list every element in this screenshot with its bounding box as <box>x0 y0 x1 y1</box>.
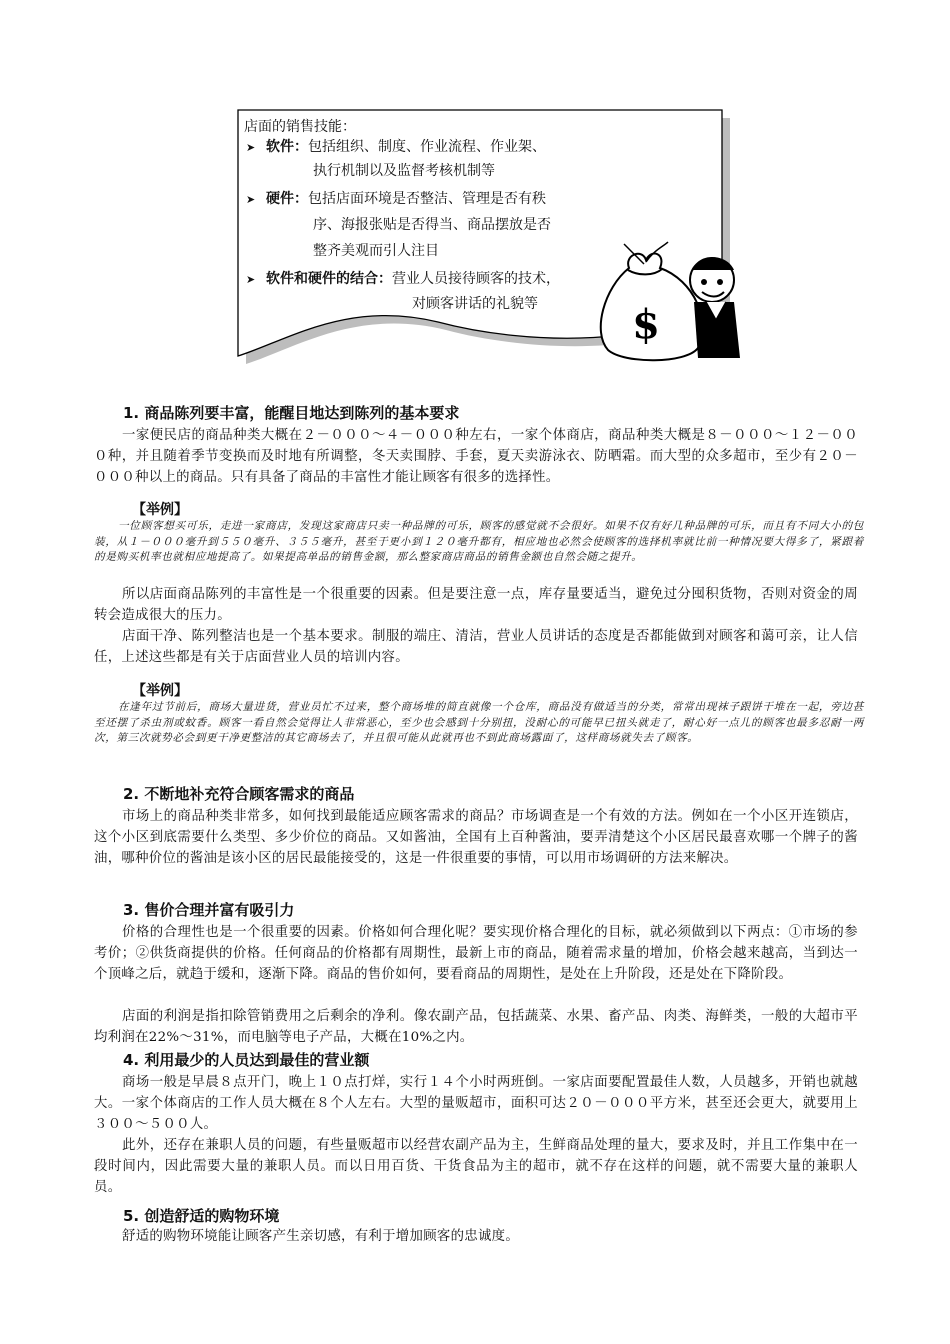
callout-item-software: ➤ 软件：包括组织、制度、作业流程、作业架、 <box>246 134 546 161</box>
paragraph: 店面的利润是指扣除管销费用之后剩余的净利。像农副产品，包括蔬菜、水果、畜产品、肉类、海鲜类，一般的大超市平均利润在22%～31%，而电脑等电子产品，大概在10%之内。 <box>94 1009 858 1045</box>
example-text: 在逢年过节前后，商场大量进货，营业员忙不过来，整个商场堆的简直就像一个仓库，商品没有做适当的分类，常常出现袜子跟饼干堆在一起，旁边甚至还摆了杀虫剂或蚊香。顾客一看自然会觉得让人非常恶心，至少也会感到十分别扭，没耐心的可能早已扭头就走了，耐心好一点儿的顾客也最多忍耐一两次，第三次就势必会到更干净更整洁的其它商场去了，并且很可能从此就再也不到此商场露面了，这样商场就失去了顾客。 <box>94 701 864 745</box>
callout-title: 店面的销售技能： <box>244 119 356 135</box>
heading-section-3: 3. 售价合理并富有吸引力 <box>123 901 295 919</box>
example-label: 【举例】 <box>132 683 188 699</box>
paragraph: 所以店面商品陈列的丰富性是一个很重要的因素。但是要注意一点，库存量要适当，避免过分囤积货物，否则对资金的周转会造成很大的压力。 <box>94 587 858 623</box>
callout-item-hardware-cont-2: 整齐美观而引人注目 <box>313 243 439 259</box>
arrow-bullet-icon: ➤ <box>246 141 256 154</box>
dollar-sign: $ <box>632 301 660 348</box>
heading-section-1: 1. 商品陈列要丰富，能醒目地达到陈列的基本要求 <box>123 404 460 422</box>
paragraph: 商场一般是早晨８点开门，晚上１０点打烊，实行１４个小时两班倒。一家店面要配置最佳人数，人员越多，开销也就越大。一家个体商店的工作人员大概在８个人左右。大型的量贩超市，面积可达２０－０００平方米，甚至还会更大，就要用上３００～５００人。 <box>94 1075 858 1132</box>
sales-skills-callout <box>236 108 731 365</box>
arrow-bullet-icon: ➤ <box>246 273 256 286</box>
heading-section-2: 2. 不断地补充符合顾客需求的商品 <box>123 785 355 803</box>
callout-item-combined-cont: 对顾客讲话的礼貌等 <box>412 296 538 312</box>
heading-section-5: 5. 创造舒适的购物环境 <box>123 1207 280 1225</box>
callout-item-hardware: ➤ 硬件：包括店面环境是否整洁、管理是否有秩 <box>246 186 546 213</box>
example-text: 一位顾客想买可乐，走进一家商店，发现这家商店只卖一种品牌的可乐，顾客的感觉就不会很好。如果不仅有好几种品牌的可乐，而且有不同大小的包装，从１－０００毫升到５５０毫升、３５５毫升，甚至于更小到１２０毫升都有，相应地也必然会使顾客的选择机率就比前一种情况要大得多了，紧跟着的是购买机率也就相应地提高了。如果提高单品的销售金额，那么整家商店商品的销售金额也自然会随之提升。 <box>94 520 864 564</box>
callout-item-software-cont: 执行机制以及监督考核机制等 <box>313 163 495 179</box>
paragraph: 店面干净、陈列整洁也是一个基本要求。制服的端庄、清洁，营业人员讲话的态度是否都能做到对顾客和蔼可亲，让人信任，上述这些都是有关于店面营业人员的培训内容。 <box>94 629 858 665</box>
paragraph: 一家便民店的商品种类大概在２－０００～４－０００种左右，一家个体商店，商品种类大概是８－０００～１２－０００种，并且随着季节变换而及时地有所调整，冬天卖围脖、手套，夏天卖游泳衣、防晒霜。而大型的众多超市，至少有２０－０００种以上的商品。只有具备了商品的丰富性才能让顾客有很多的选择性。 <box>94 428 858 485</box>
paragraph: 价格的合理性也是一个很重要的因素。价格如何合理化呢？要实现价格合理化的目标，就必须做到以下两点：①市场的参考价；②供货商提供的价格。任何商品的价格都有周期性，最新上市的商品，随着需求量的增加，价格会越来越高，当到达一个顶峰之后，就趋于缓和，逐渐下降。商品的售价如何，要看商品的周期性，是处在上升阶段，还是处在下降阶段。 <box>94 925 858 982</box>
heading-section-4: 4. 利用最少的人员达到最佳的营业额 <box>123 1051 370 1069</box>
arrow-bullet-icon: ➤ <box>246 193 256 206</box>
paragraph: 舒适的购物环境能让顾客产生亲切感，有利于增加顾客的忠诚度。 <box>122 1229 520 1244</box>
paragraph: 此外，还存在兼职人员的问题，有些量贩超市以经营农副产品为主，生鲜商品处理的量大，要求及时，并且工作集中在一段时间内，因此需要大量的兼职人员。而以日用百货、干货食品为主的超市，就不存在这样的问题，就不需要大量的兼职人员。 <box>94 1138 858 1195</box>
callout-item-combined: ➤ 软件和硬件的结合：营业人员接待顾客的技术， <box>246 266 560 293</box>
paragraph: 市场上的商品种类非常多，如何找到最能适应顾客需求的商品？市场调查是一个有效的方法。例如在一个小区开连锁店，这个小区到底需要什么类型、多少价位的商品。又如酱油，全国有上百种酱油，要弄清楚这个小区居民最喜欢哪一个牌子的酱油，哪种价位的酱油是该小区的居民最能接受的，这是一件很重要的事情，可以用市场调研的方法来解决。 <box>94 809 858 866</box>
example-label: 【举例】 <box>132 502 188 518</box>
callout-item-hardware-cont-1: 序、海报张贴是否得当、商品摆放是否 <box>313 217 551 233</box>
money-bag-icon <box>594 240 744 365</box>
